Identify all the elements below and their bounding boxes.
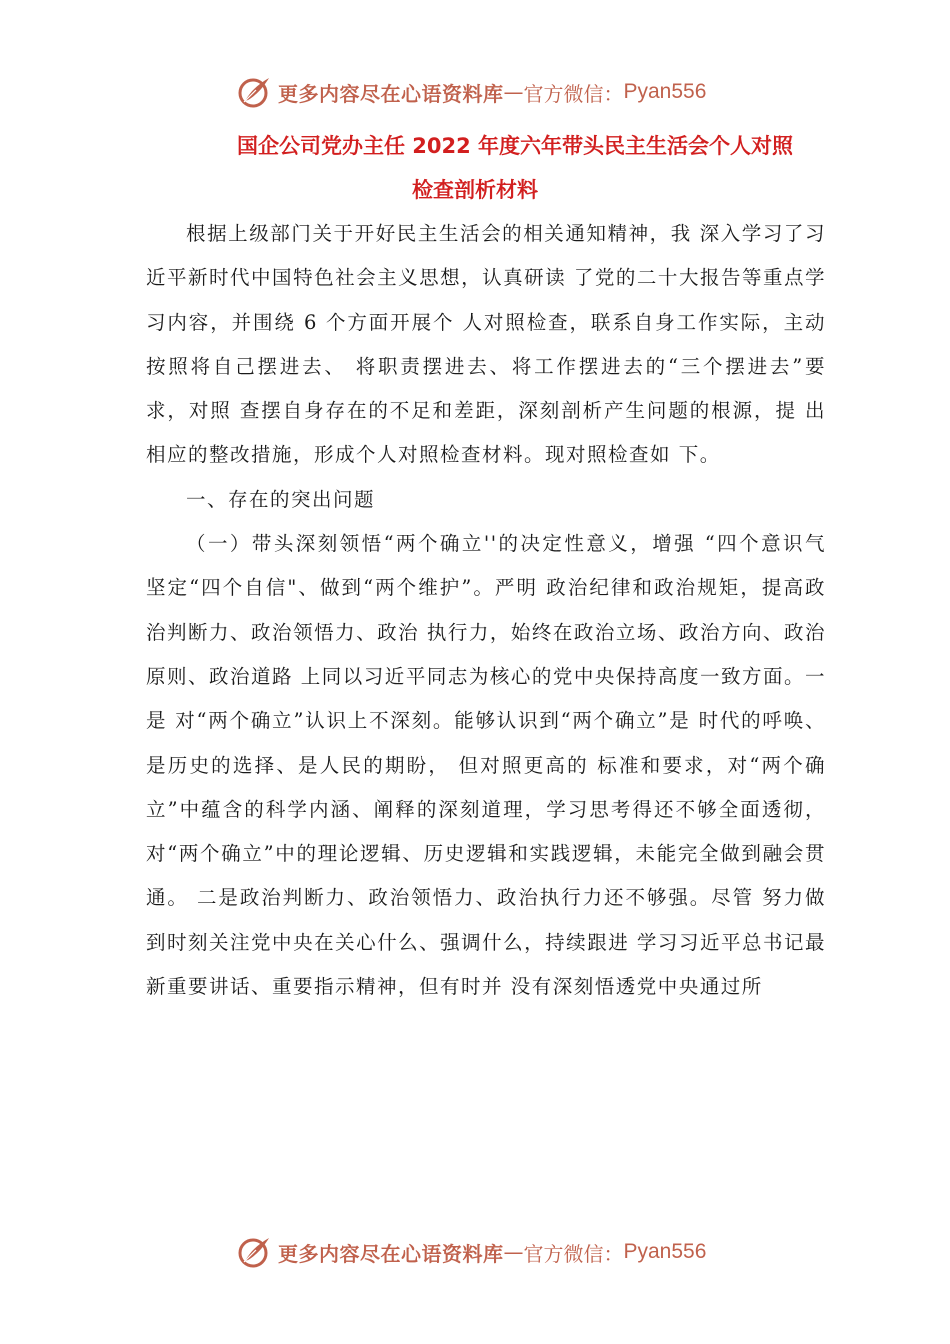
document-body <box>146 212 826 1009</box>
feather-circle-logo-icon <box>236 1234 272 1270</box>
banner-wechat-id: Pyan556 <box>623 1240 707 1263</box>
footer-watermark-banner <box>236 1232 706 1272</box>
banner-brand-text: 更多内容尽在心语资料库 <box>278 1241 504 1266</box>
banner-dash: — <box>503 80 524 104</box>
banner-brand-text: 更多内容尽在心语资料库 <box>278 81 504 106</box>
banner-wechat-label: 官方微信： <box>523 1241 624 1266</box>
intro-paragraph: 根据上级部门关于开好民主生活会的相关通知精神，我 深入学习了习近平新时代中国特色社会主义思想，认真研读 了党的二十大报告等重点学习内容，并围绕 6 个方面开展个 人对照检查，联系自身工作实际，主动按照将自己摆进去、 将职责摆进去、将工作摆进去的“三个摆进去”要求，对照 查摆自身存在的不足和差距，深刻剖析产生问题的根源，提 出相应的整改措施，形成个人对照检查材料。现对照检查如 下。 <box>146 222 826 467</box>
header-watermark-banner <box>236 72 706 112</box>
document-title-line-2: 检查剖析材料 <box>412 178 538 202</box>
banner-wechat-id: Pyan556 <box>623 80 707 103</box>
document-title-line-1: 国企公司党办主任 2022 年度六年带头民主生活会个人对照 <box>236 134 794 158</box>
banner-wechat-label: 官方微信： <box>523 81 624 106</box>
body-paragraph: （一）带头深刻领悟“两个确立''的决定性意义，增强 “四个意识气 坚定“四个自信"、做到“两个维护”。严明 政治纪律和政治规矩，提高政治判断力、政治领悟力、政治 执行力，始终在政治立场、政治方向、政治原则、政治道路 上同以习近平同志为核心的党中央保持高度一致方面。一是 对“两个确立”认识上不深刻。能够认识到“两个确立”是 时代的呼唤、是历史的选择、是人民的期盼， 但对照更高的 标准和要求，对“两个确立”中蕴含的科学内涵、阐释的深刻道理，学习思考得还不够全面透彻，对“两个确立”中的理论逻辑、历史逻辑和实践逻辑，未能完全做到融会贯通。 二是政治判断力、政治领悟力、政治执行力还不够强。尽管 努力做到时刻关注党中央在关心什么、强调什么，持续跟进 学习习近平总书记最新重要讲话、重要指示精神，但有时并 没有深刻悟透党中央通过所 <box>146 532 826 999</box>
feather-circle-logo-icon <box>236 74 272 110</box>
section-heading: 一、存在的突出问题 <box>186 487 376 511</box>
banner-dash: — <box>503 1240 524 1264</box>
